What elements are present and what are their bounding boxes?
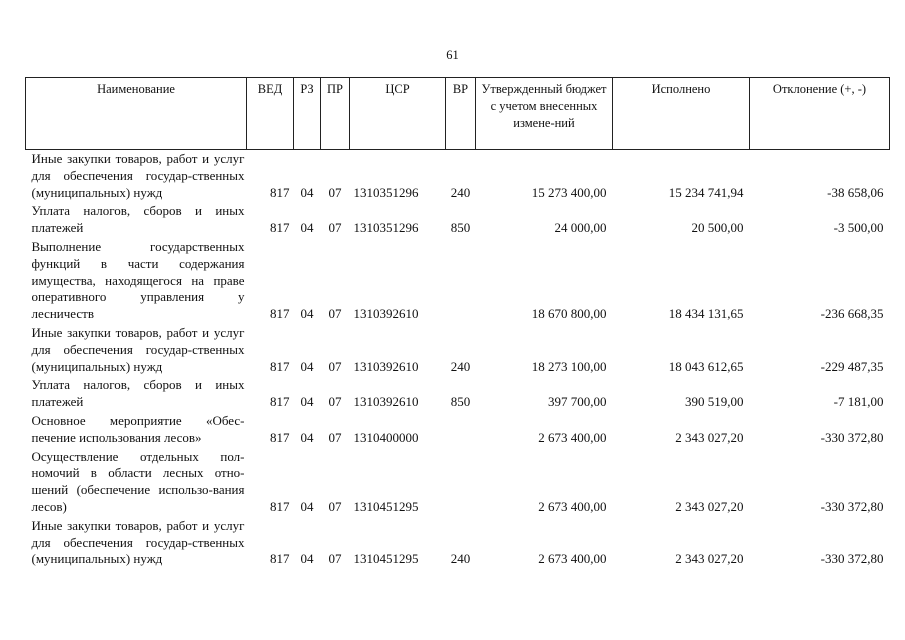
cell-rz: 04 xyxy=(300,394,314,410)
cell-csr: 1310392610 xyxy=(353,358,419,374)
table-row xyxy=(26,448,890,517)
table-row xyxy=(26,376,890,412)
cell-ved: 817 xyxy=(270,498,290,514)
table-row xyxy=(26,238,890,324)
cell-executed: 2 343 027,20 xyxy=(675,498,744,514)
cell-name: Основное мероприятие «Обес-печение использования лесов» xyxy=(31,412,245,445)
cell-approved: 2 673 400,00 xyxy=(538,429,607,445)
cell-ved: 817 xyxy=(270,358,290,374)
cell-deviation: -236 668,35 xyxy=(820,306,884,322)
cell-approved: 2 673 400,00 xyxy=(538,551,607,567)
table-row xyxy=(26,412,890,448)
cell-deviation: -7 181,00 xyxy=(833,394,884,410)
cell-vr xyxy=(446,412,476,448)
cell-approved: 15 273 400,00 xyxy=(531,184,607,200)
table-row xyxy=(26,202,890,238)
cell-executed: 18 043 612,65 xyxy=(668,358,744,374)
cell-executed: 18 434 131,65 xyxy=(668,306,744,322)
cell-ved: 817 xyxy=(270,394,290,410)
cell-pr: 07 xyxy=(328,498,342,514)
cell-deviation: -330 372,80 xyxy=(820,498,884,514)
cell-pr: 07 xyxy=(328,184,342,200)
cell-pr: 07 xyxy=(328,394,342,410)
cell-ved: 817 xyxy=(270,429,290,445)
table-row xyxy=(26,517,890,569)
cell-approved: 18 273 100,00 xyxy=(531,358,607,374)
cell-deviation: -38 658,06 xyxy=(827,184,884,200)
page-number: 61 xyxy=(446,48,459,62)
cell-executed: 2 343 027,20 xyxy=(675,551,744,567)
column-header-name: Наименование xyxy=(26,78,247,150)
table-row xyxy=(26,150,890,203)
cell-vr xyxy=(446,238,476,324)
cell-deviation: -229 487,35 xyxy=(820,358,884,374)
cell-rz: 04 xyxy=(300,220,314,236)
cell-pr: 07 xyxy=(328,306,342,322)
cell-csr: 1310400000 xyxy=(353,429,419,445)
column-header-executed: Исполнено xyxy=(613,78,750,150)
cell-approved: 397 700,00 xyxy=(548,394,607,410)
cell-pr: 07 xyxy=(328,429,342,445)
cell-rz: 04 xyxy=(300,551,314,567)
cell-rz: 04 xyxy=(300,429,314,445)
cell-csr: 1310451295 xyxy=(353,498,419,514)
cell-name: Иные закупки товаров, работ и услуг для обеспечения государ-ственных (муниципальных) нужд xyxy=(31,324,245,374)
cell-rz: 04 xyxy=(300,498,314,514)
table-header-row xyxy=(26,78,890,150)
cell-rz: 04 xyxy=(300,184,314,200)
cell-vr: 850 xyxy=(450,220,471,236)
cell-deviation: -330 372,80 xyxy=(820,551,884,567)
column-header-vr: ВР xyxy=(446,78,476,150)
cell-approved: 2 673 400,00 xyxy=(538,498,607,514)
cell-csr: 1310392610 xyxy=(353,306,419,322)
cell-name: Иные закупки товаров, работ и услуг для обеспечения государ-ственных (муниципальных) нужд xyxy=(31,151,245,200)
cell-pr: 07 xyxy=(328,220,342,236)
cell-csr: 1310351296 xyxy=(353,184,419,200)
cell-executed: 390 519,00 xyxy=(685,394,744,410)
cell-ved: 817 xyxy=(270,551,290,567)
cell-pr: 07 xyxy=(328,551,342,567)
cell-csr: 1310451295 xyxy=(353,551,419,567)
cell-deviation: -3 500,00 xyxy=(833,220,884,236)
cell-deviation: -330 372,80 xyxy=(820,429,884,445)
column-header-approved: Утвержденный бюджет с учетом внесенных измене-ний xyxy=(476,78,613,150)
cell-executed: 2 343 027,20 xyxy=(675,429,744,445)
cell-name: Уплата налогов, сборов и иных платежей xyxy=(31,377,245,410)
cell-name: Осуществление отдельных пол-номочий в области лесных отно-шений (обеспечение использо-вания лесов) xyxy=(31,448,245,514)
cell-csr: 1310392610 xyxy=(353,394,419,410)
cell-ved: 817 xyxy=(270,184,290,200)
budget-execution-table xyxy=(25,77,890,569)
cell-vr xyxy=(446,448,476,517)
column-header-deviation: Отклонение (+, -) xyxy=(750,78,890,150)
cell-executed: 15 234 741,94 xyxy=(668,184,744,200)
cell-vr: 850 xyxy=(450,394,471,410)
cell-ved: 817 xyxy=(270,306,290,322)
cell-executed: 20 500,00 xyxy=(691,220,744,236)
column-header-ved: ВЕД xyxy=(247,78,294,150)
cell-name: Уплата налогов, сборов и иных платежей xyxy=(31,203,245,236)
column-header-csr: ЦСР xyxy=(350,78,446,150)
column-header-pr: ПР xyxy=(321,78,350,150)
cell-approved: 24 000,00 xyxy=(554,220,607,236)
table-row xyxy=(26,324,890,376)
cell-ved: 817 xyxy=(270,220,290,236)
cell-approved: 18 670 800,00 xyxy=(531,306,607,322)
cell-name: Выполнение государственных функций в части содержания имущества, находящегося на праве оперативного управления у лесничеств xyxy=(31,238,245,322)
cell-pr: 07 xyxy=(328,358,342,374)
column-header-rz: РЗ xyxy=(294,78,321,150)
cell-vr: 240 xyxy=(450,184,471,200)
cell-rz: 04 xyxy=(300,358,314,374)
cell-name: Иные закупки товаров, работ и услуг для обеспечения государ-ственных (муниципальных) нужд xyxy=(31,517,245,567)
cell-csr: 1310351296 xyxy=(353,220,419,236)
cell-vr: 240 xyxy=(450,358,471,374)
cell-vr: 240 xyxy=(450,551,471,567)
cell-rz: 04 xyxy=(300,306,314,322)
